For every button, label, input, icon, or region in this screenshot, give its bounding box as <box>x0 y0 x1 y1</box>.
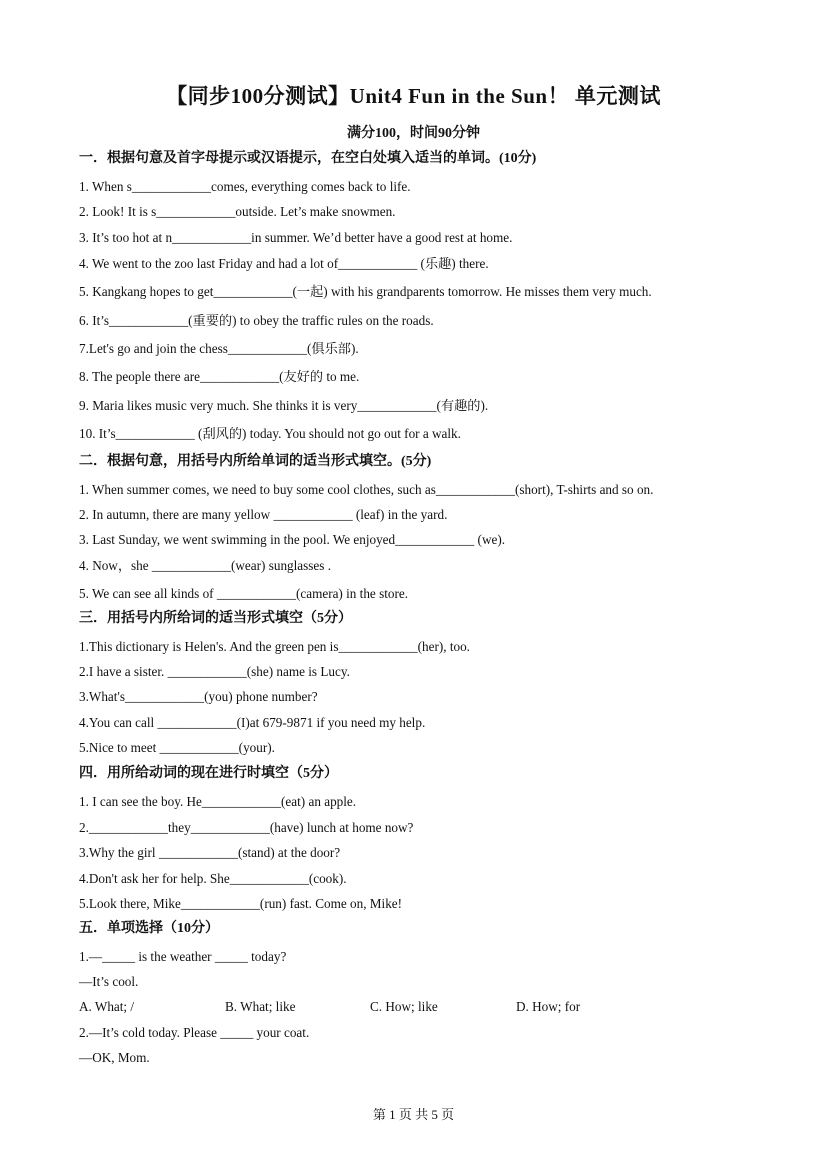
question-line: 5. Kangkang hopes to get____________(一起) with his grandparents tomorrow. He misses them very much. <box>79 284 652 299</box>
question-line: 10. It’s____________ (刮风的) today. You should not go out for a walk. <box>79 426 461 441</box>
question-line: 3. Last Sunday, we went swimming in the pool. We enjoyed____________ (we). <box>79 532 506 547</box>
option-d: D. How; for <box>516 999 581 1014</box>
question-line: 2.—It’s cold today. Please _____ your coat. <box>79 1025 310 1040</box>
answer-line: —OK, Mom. <box>79 1050 150 1065</box>
question-line: 2.I have a sister. ____________(she) name is Lucy. <box>79 664 350 679</box>
question-line: 5.Look there, Mike____________(run) fast. Come on, Mike! <box>79 896 403 911</box>
question-line: 4. We went to the zoo last Friday and had a lot of____________ (乐趣) there. <box>79 256 489 271</box>
question-line: 9. Maria likes music very much. She thinks it is very____________(有趣的). <box>79 398 489 413</box>
option-a: A. What; / <box>79 999 135 1014</box>
page-subtitle: 满分100，时间90分钟 <box>347 126 480 141</box>
question-line: 1.This dictionary is Helen's. And the green pen is____________(her), too. <box>79 639 470 654</box>
question-line: 2.____________they____________(have) lunch at home now? <box>79 820 414 835</box>
question-line: 4.You can call ____________(I)at 679-9871 if you need my help. <box>79 715 426 730</box>
question-line: 1. When summer comes, we need to buy some cool clothes, such as____________(short), T-shirts and so on. <box>79 482 654 497</box>
option-c: C. How; like <box>370 999 438 1014</box>
section-heading-4: 四．用所给动词的现在进行时填空（5分） <box>79 766 338 781</box>
question-line: 7.Let's go and join the chess____________(俱乐部). <box>79 341 359 356</box>
section-heading-1: 一．根据句意及首字母提示或汉语提示，在空白处填入适当的单词。(10分) <box>79 151 537 166</box>
question-line: 5. We can see all kinds of ____________(camera) in the store. <box>79 586 409 601</box>
question-line: 1. When s____________comes, everything comes back to life. <box>79 179 411 194</box>
section-heading-3: 三．用括号内所给词的适当形式填空（5分） <box>79 611 352 626</box>
option-b: B. What; like <box>225 999 296 1014</box>
question-line: 3.Why the girl ____________(stand) at the door? <box>79 845 341 860</box>
question-line: 3. It’s too hot at n____________in summer. We’d better have a good rest at home. <box>79 230 513 245</box>
question-line: 6. It’s____________(重要的) to obey the traffic rules on the roads. <box>79 313 434 328</box>
section-heading-5: 五．单项选择（10分） <box>79 921 219 936</box>
question-line: 1. I can see the boy. He____________(eat) an apple. <box>79 794 357 809</box>
question-line: 2. Look! It is s____________outside. Let’s make snowmen. <box>79 204 396 219</box>
question-line: 3.What's____________(you) phone number? <box>79 689 318 704</box>
question-line: 2. In autumn, there are many yellow ____________ (leaf) in the yard. <box>79 507 448 522</box>
question-line: 5.Nice to meet ____________(your). <box>79 740 275 755</box>
question-line: 4. Now，she ____________(wear) sunglasses . <box>79 558 331 573</box>
question-line: 1.—_____ is the weather _____ today? <box>79 949 287 964</box>
page-footer: 第 1 页 共 5 页 <box>372 1107 455 1122</box>
question-line: 4.Don't ask her for help. She____________(cook). <box>79 871 347 886</box>
question-line: 8. The people there are____________(友好的 to me. <box>79 369 360 384</box>
section-heading-2: 二．根据句意，用括号内所给单词的适当形式填空。(5分) <box>79 454 432 469</box>
answer-line: —It’s cool. <box>79 974 139 989</box>
page-title: 【同步100分测试】Unit4 Fun in the Sun！ 单元测试 <box>166 84 661 108</box>
